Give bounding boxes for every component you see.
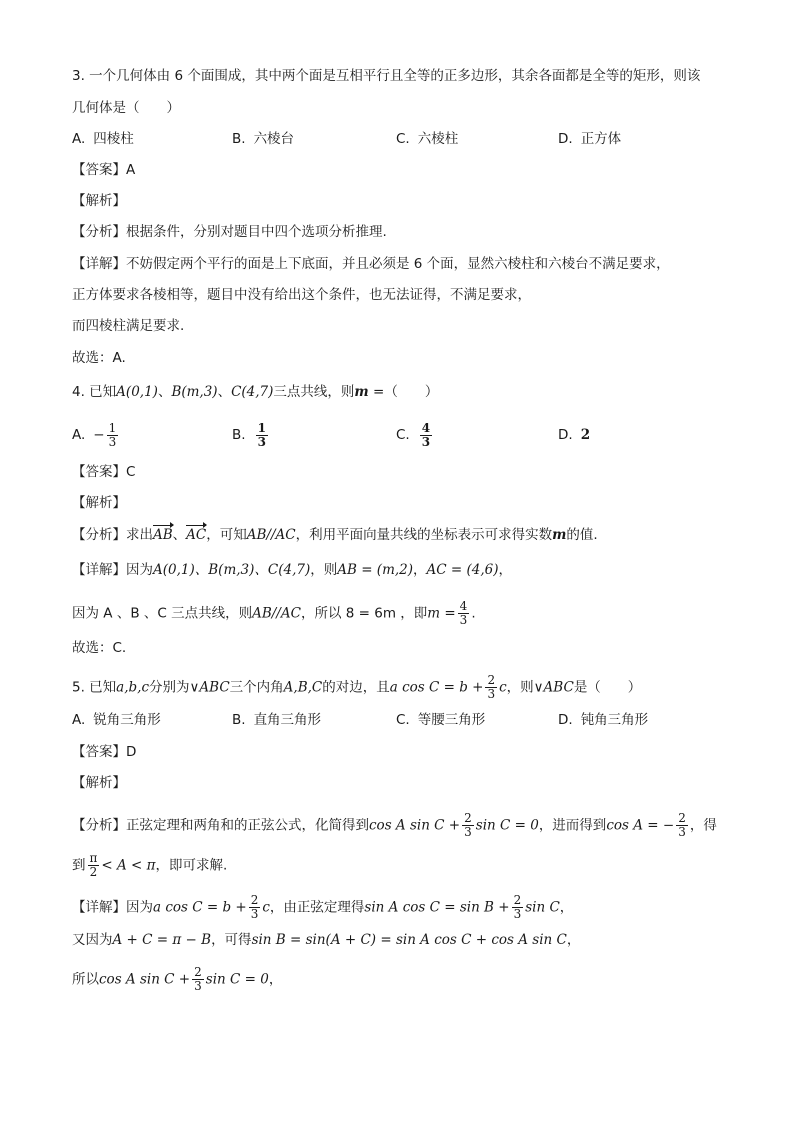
fraction: [88, 852, 100, 879]
fraction-denominator: 3: [257, 434, 266, 449]
q4-variable-m: m: [354, 384, 369, 400]
fraction-numerator: 2: [194, 965, 202, 979]
fraction-denominator: 3: [487, 687, 496, 701]
q3-xiangjie-line3: 而四棱柱满足要求.: [72, 318, 185, 334]
parallel-expr: AB//AC: [246, 527, 296, 543]
comma: ，: [413, 562, 427, 578]
option-fraction: [256, 422, 268, 449]
fraction: [249, 894, 261, 921]
expr: A + C = π − B: [112, 932, 212, 948]
q3-option-c: [396, 128, 458, 150]
q4-option-d: [558, 418, 590, 452]
q3-xiangjie-line1: 【详解】不妨假定两个平行的面是上下底面，并且必须是 6 个面，显然六棱柱和六棱台不满足要求，: [72, 256, 670, 272]
q4-analysis-label: 【解析】: [72, 495, 126, 511]
option-fraction: [107, 422, 119, 449]
line2-prefix: 又因为: [72, 932, 113, 948]
option-text: 锐角三角形: [93, 712, 161, 728]
option-fraction: [420, 422, 432, 449]
expr: a cos C = b +: [153, 899, 247, 916]
expr: sin C = 0: [205, 971, 269, 988]
option-key: A.: [72, 712, 86, 728]
fraction-numerator: 2: [464, 811, 472, 825]
q3-option-a: [72, 128, 134, 150]
fenxi2-prefix: 到: [72, 857, 86, 874]
line3-prefix: 所以: [72, 971, 99, 988]
vector-ac-value: AC = (4,6): [426, 562, 499, 578]
q4-sep: 、: [217, 384, 232, 400]
fraction-denominator: 3: [464, 825, 472, 839]
expr: sin C = 0: [475, 817, 539, 834]
fraction-denominator: 3: [421, 434, 431, 449]
line2-mid: ，所以 8 = 6m ，即: [300, 605, 428, 622]
option-text: 正方体: [580, 131, 622, 147]
q4-options: [72, 418, 732, 452]
fenxi-mid: ，进而得到: [538, 817, 607, 834]
fraction-numerator: 1: [257, 420, 266, 435]
fraction-numerator: 2: [487, 673, 496, 687]
q3-analysis-label: 【解析】: [72, 193, 126, 209]
angles: A,B,C: [283, 679, 323, 696]
option-key: A.: [72, 131, 86, 147]
q4-option-b: [232, 418, 270, 452]
vector-ab-value: AB = (m,2): [337, 562, 414, 578]
fraction: [458, 600, 470, 627]
fraction: [485, 674, 497, 701]
option-key: C.: [396, 131, 410, 147]
option-key: D.: [558, 427, 573, 443]
option-key: D.: [558, 712, 573, 728]
parallel-expr: AB//AC: [252, 605, 301, 622]
line2-mid: ，可得: [211, 932, 252, 948]
equation-right: c: [499, 679, 507, 696]
xiangjie-mid: ，由正弦定理得: [269, 899, 365, 916]
expr: cos A sin C +: [99, 971, 191, 988]
fraction-numerator: 4: [459, 599, 468, 613]
q4-fenxi: [72, 525, 598, 545]
q5-option-c: [396, 709, 485, 731]
fraction-denominator: 3: [513, 907, 522, 921]
vector-ab: AB: [153, 527, 173, 543]
q5-option-b: [232, 709, 321, 731]
fenxi-prefix: 【分析】求出: [72, 527, 153, 543]
q4-choice: 故选：C.: [72, 640, 127, 656]
triangle: ∨ABC: [189, 679, 230, 696]
stem-mid1: 分别为: [149, 679, 190, 696]
option-sign: −: [93, 427, 105, 443]
points: A(0,1)、B(m,3)、C(4,7): [153, 562, 311, 578]
fraction: [676, 812, 688, 839]
q5-stem: [72, 674, 641, 701]
q4-xiangjie-line2: [72, 600, 476, 627]
m-equals: m =: [427, 605, 456, 622]
xiangjie-mid: ，则: [310, 562, 338, 578]
q3-stem-line1: 3. 一个几何体由 6 个面围成，其中两个面是互相平行且全等的正多边形，其余各面都是全等的矩形，则该: [72, 68, 701, 84]
q3-option-b: [232, 128, 294, 150]
q4-point-c: C(4,7): [231, 384, 274, 400]
q3-option-d: [558, 128, 621, 150]
option-key: B.: [232, 427, 246, 443]
q5-xiangjie-line3: [72, 966, 282, 993]
option-key: D.: [558, 131, 573, 147]
option-key: B.: [232, 712, 246, 728]
q3-fenxi: 【分析】根据条件，分别对题目中四个选项分析推理.: [72, 224, 387, 240]
triangle: ∨ABC: [533, 679, 574, 696]
q3-xiangjie-line2: 正方体要求各棱相等，题目中没有给出这个条件，也无法证得，不满足要求，: [72, 287, 531, 303]
q5-analysis-label: 【解析】: [72, 775, 126, 791]
line2-prefix: 因为 A 、B 、C 三点共线，则: [72, 605, 253, 622]
xiangjie-prefix: 【详解】因为: [72, 899, 153, 916]
q5-xiangjie-line1: [72, 894, 573, 921]
q4-point-a: A(0,1): [116, 384, 158, 400]
q4-xiangjie-line1: [72, 560, 512, 580]
fenxi-suffix: ，利用平面向量共线的坐标表示可求得实数: [295, 527, 553, 543]
stem-mid4: ，则: [506, 679, 534, 696]
option-text: 六棱柱: [417, 131, 459, 147]
fraction-denominator: 2: [89, 865, 98, 879]
q4-answer: 【答案】C: [72, 464, 136, 480]
variable-m: m: [552, 527, 567, 543]
vector-ac: AC: [186, 527, 207, 543]
stem-mid3: 的对边，且: [322, 679, 390, 696]
q3-options: [72, 128, 732, 152]
expr: c: [262, 899, 270, 916]
fraction-numerator: 2: [513, 893, 522, 907]
option-text: 六棱台: [253, 131, 295, 147]
q4-stem-prefix: 4. 已知: [72, 384, 117, 400]
expr: cos A = −: [606, 817, 675, 834]
option-key: C.: [396, 427, 410, 443]
q5-answer: 【答案】D: [72, 744, 137, 760]
xiangjie-end: ，: [498, 562, 512, 578]
q5-fenxi-line2: [72, 852, 227, 879]
q4-stem-mid: 三点共线，则: [273, 384, 355, 400]
option-text: 等腰三角形: [417, 712, 486, 728]
fraction-numerator: 2: [250, 893, 259, 907]
fraction-numerator: π: [89, 851, 98, 865]
q4-sep: 、: [157, 384, 172, 400]
option-key: A.: [72, 427, 86, 443]
fraction-numerator: 2: [678, 811, 686, 825]
q4-point-b: B(m,3): [171, 384, 218, 400]
sep: 、: [172, 527, 187, 543]
line2-end: .: [471, 605, 476, 622]
fraction: [462, 812, 474, 839]
fenxi-prefix: 【分析】正弦定理和两角和的正弦公式，化简得到: [72, 817, 369, 834]
q5-option-d: [558, 709, 648, 731]
equation-left: a cos C = b +: [389, 679, 484, 696]
xiangjie-end: ，: [559, 899, 574, 916]
option-key: C.: [396, 712, 410, 728]
q4-stem-end: =（ ）: [368, 384, 439, 400]
q5-fenxi-line1: [72, 812, 717, 839]
expr: sin B = sin(A + C) = sin A cos C + cos A sin C: [251, 932, 567, 948]
fraction-denominator: 3: [108, 434, 117, 449]
line3-end: ，: [268, 971, 283, 988]
expr: < A < π: [101, 857, 156, 874]
option-key: B.: [232, 131, 246, 147]
fraction-denominator: 3: [194, 979, 202, 993]
q4-option-a: [72, 418, 120, 452]
option-value: 2: [580, 427, 591, 443]
option-text: 四棱柱: [93, 131, 134, 147]
line2-end: ，: [566, 932, 581, 948]
fenxi2-end: ，即可求解.: [155, 857, 228, 874]
fraction-denominator: 3: [459, 613, 468, 627]
q3-choice: 故选：A.: [72, 350, 126, 366]
q3-answer: 【答案】A: [72, 162, 136, 178]
expr: cos A sin C +: [369, 817, 461, 834]
option-text: 钝角三角形: [580, 712, 649, 728]
fenxi-end: ，得: [689, 817, 717, 834]
fraction-numerator: 4: [421, 420, 431, 435]
stem-end: 是（ ）: [573, 679, 642, 696]
q5-options: [72, 709, 732, 733]
fraction-denominator: 3: [678, 825, 686, 839]
fenxi-mid: ，可知: [206, 527, 247, 543]
option-text: 直角三角形: [253, 712, 322, 728]
expr: sin A cos C = sin B +: [364, 899, 510, 916]
fenxi-end: 的值.: [566, 527, 598, 543]
q5-option-a: [72, 709, 161, 731]
stem-prefix: 5. 已知: [72, 679, 117, 696]
fraction-denominator: 3: [250, 907, 259, 921]
q4-stem: [72, 382, 438, 402]
q4-option-c: [396, 418, 434, 452]
fraction-numerator: 1: [108, 420, 117, 435]
q5-xiangjie-line2: [72, 930, 580, 950]
fraction: [192, 966, 204, 993]
sides: a,b,c: [116, 679, 150, 696]
xiangjie-prefix: 【详解】因为: [72, 562, 153, 578]
expr: sin C: [525, 899, 560, 916]
q3-stem-line2: 几何体是（ ）: [72, 100, 180, 116]
stem-mid2: 三个内角: [229, 679, 284, 696]
fraction: [512, 894, 524, 921]
